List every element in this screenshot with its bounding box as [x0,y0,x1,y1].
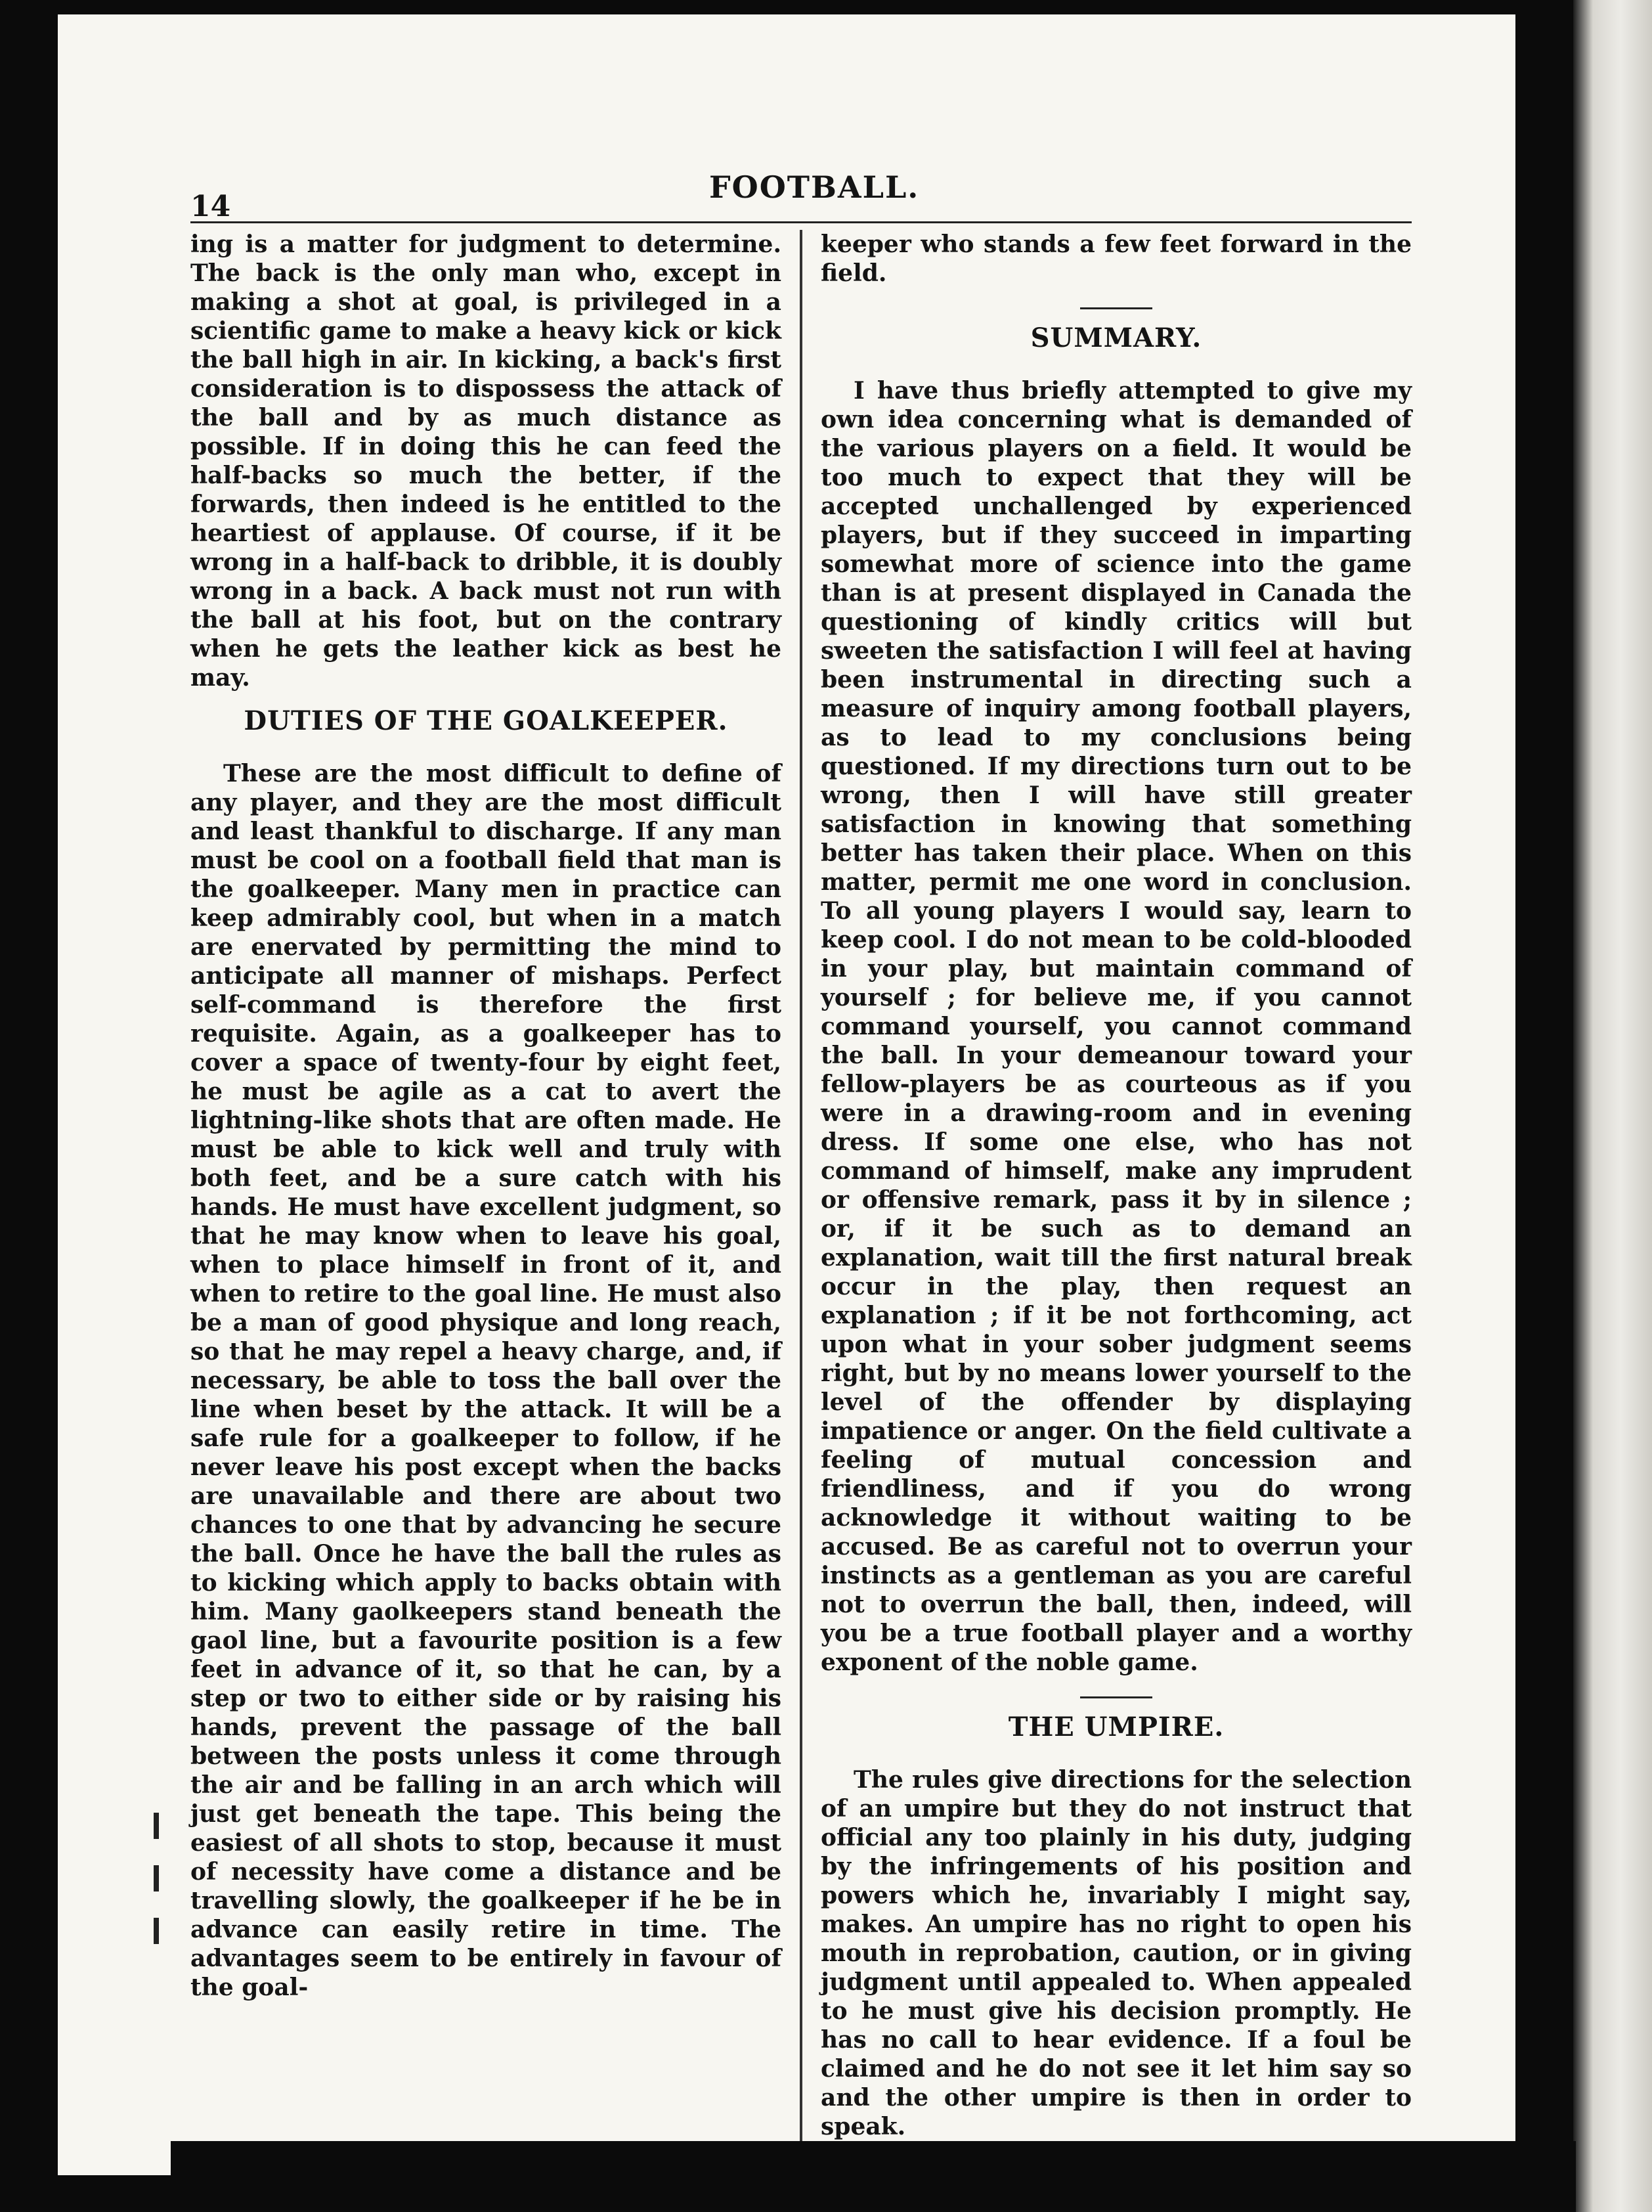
header-rule [190,221,1412,223]
scan-border [171,2141,1576,2212]
page-content [190,164,1412,2141]
umpire-paragraph: The rules give directions for the selection of an umpire but they do not instruct that official any too plainly in his duty, judging by the infringements of his position and powers which he, invariably I might say, makes. An umpire has no right to open his mouth in reprobation, caution, or in giving judgment until appealed to. When appealed to he must give his decision promptly. He has no call to hear evidence. If a foul be claimed and he do not see it let him say so and the other umpire is then in order to speak. [821,1766,1412,2140]
section-rule [1080,1696,1152,1698]
left-column [190,230,781,2141]
page-title: FOOTBALL. [709,169,920,205]
umpire-heading: THE UMPIRE. [1008,1712,1225,1742]
summary-paragraph: I have thus briefly attempted to give my own idea concerning what is demanded of the various players on a field. It would be too much to expect that they will be accepted unchallenged by experienced players, but if they succeed in imparting somewhat more of science into the game than is at present displayed in Canada the questioning of kindly critics will but sweeten the satisfaction I will feel at having been instrumental in directing such a measure of inquiry among football players, as to lead to my conclusions being questioned. If my directions turn out to be wrong, then I will have still greater satisfaction in knowing that something better has taken their place. When on this matter, permit me one word in conclusion. To all young players I would say, learn to keep cool. I do not mean to be cold-blooded in your play, but maintain command of yourself ; for believe me, if you cannot command yourself, you cannot command the ball. In your demeanour toward your fellow-players be as courteous as if you were in a drawing-room and in evening dress. If some one else, who has not command of himself, make any imprudent or offensive remark, pass it by in silence ; or, if it be such as to demand an explanation, wait till the first natural break occur in the play, then request an explanation ; if it be not forthcoming, act upon what in your sober judgment seems right, but by no means lower yourself to the level of the offender by displaying impatience or anger. On the field cultivate a feeling of mutual concession and friendliness, and if you do wrong acknowledge it without waiting to be accused. Be as careful not to overrun your instincts as a gentleman as you are careful not to overrun the ball, then, indeed, will you be a true football player and a worthy exponent of the noble game. [821,377,1412,1676]
running-head [190,164,1412,223]
page-number: 14 [190,190,231,223]
right-column [821,230,1412,2141]
page-edge-shadow [1573,0,1652,2212]
text-columns [190,230,1412,2141]
binding-marks [150,1786,169,1944]
goalkeeper-paragraph: These are the most difficult to define of any player, and they are the most difficult and least thankful to discharge. If any man must be cool on a football field that man is the goalkeeper. Many men in practice can keep admirably cool, but when in a match are enervated by permitting the mind to anticipate all manner of mishaps. Perfect self-command is therefore the first requisite. Again, as a goalkeeper has to cover a space of twenty-four by eight feet, he must be agile as a cat to avert the lightning-like shots that are often made. He must be able to kick well and truly with both feet, and be a sure catch with his hands. He must have excellent judgment, so that he may know when to leave his goal, when to place himself in front of it, and when to retire to the goal line. He must also be a man of good physique and long reach, so that he may repel a heavy charge, and, if necessary, be able to toss the ball over the line when beset by the attack. It will be a safe rule for a goalkeeper to follow, if he never leave his post except when the backs are unavailable and there are about two chances to one that by advancing he secure the ball. Once he have the ball the rules as to kicking which apply to backs obtain with him. Many gaolkeepers stand beneath the gaol line, but a favourite position is a few feet in advance of it, so that he can, by a step or two to either side or by raising his hands, prevent the passage of the ball between the posts unless it come through the air and be falling in an arch which will just get beneath the tape. This being the easiest of all shots to stop, because it must of necessity have come a distance and be travelling slowly, the goalkeeper if he be in advance can easily retire in time. The advantages seem to be entirely in favour of the goal- [190,760,781,2001]
summary-heading: SUMMARY. [1030,322,1202,353]
column-divider [800,230,802,2141]
goalkeeper-heading: DUTIES OF THE GOALKEEPER. [244,705,728,736]
backs-paragraph: ing is a matter for judgment to determine. The back is the only man who, except in making a shot at goal, is privileged in a scientific game to make a heavy kick or kick the ball high in air. In kicking, a back's first consideration is to dispossess the attack of the ball and by as much distance as possible. If in doing this he can feed the half-backs so much the better, if the forwards, then indeed is he entitled to the heartiest of applause. Of course, if it be wrong in a half-back to dribble, it is doubly wrong in a back. A back must not run with the ball at his foot, but on the contrary when he gets the leather kick as best he may. [190,231,781,692]
section-rule [1080,307,1152,309]
goalkeeper-continuation: keeper who stands a few feet forward in the field. [821,231,1412,287]
